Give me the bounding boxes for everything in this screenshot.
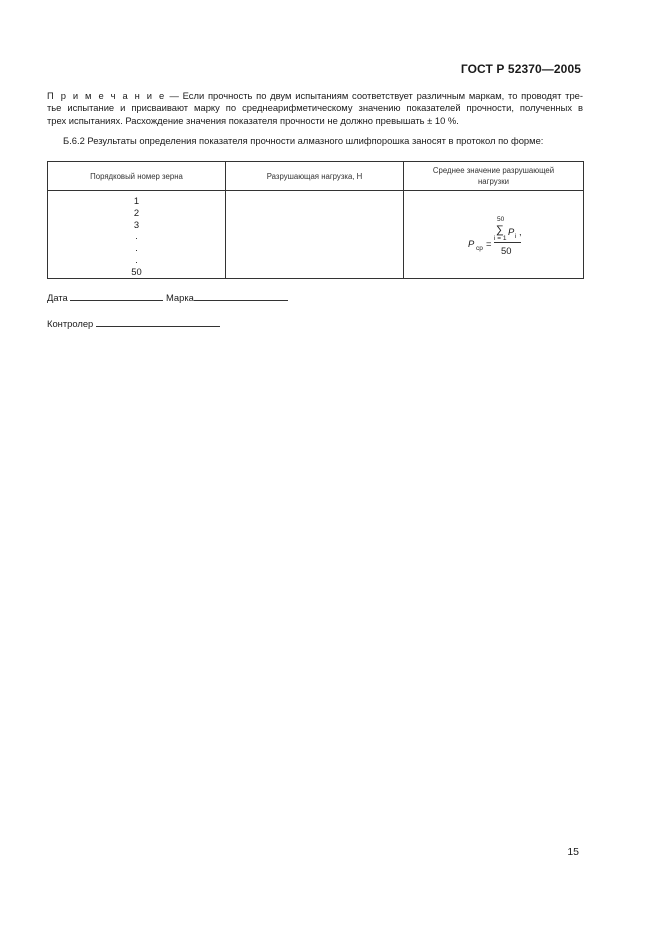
formula-comma: , xyxy=(519,226,522,237)
formula-term-subscript: i xyxy=(515,233,517,240)
controller-line xyxy=(47,317,220,329)
header-grain-number: Порядковый номер зерна xyxy=(48,162,226,191)
formula-fraction-bar xyxy=(494,242,521,243)
mean-formula-cell xyxy=(404,191,584,279)
formula-equals: = xyxy=(486,238,492,249)
section-b-6-2: Б.6.2 Результаты определения показателя прочности алмазного шлифпорошка заносят в протокол по форме: xyxy=(63,135,544,146)
formula-lhs: P xyxy=(468,238,475,249)
date-label: Дата xyxy=(47,292,68,303)
header-breaking-load: Разрушающая нагрузка, Н xyxy=(226,162,404,191)
formula-sum-lower: i = 1 xyxy=(494,235,507,242)
header-mean-load: Среднее значение разрушающей нагрузки xyxy=(404,162,584,191)
page-number: 15 xyxy=(567,846,579,858)
breaking-load-cell xyxy=(226,191,404,279)
formula-sigma: ∑ xyxy=(496,224,504,236)
note-line-2: тье испытание и присваивают марку по среднеарифметическому значению показателей прочности, полученных в xyxy=(47,102,583,114)
table-body-row xyxy=(48,191,584,279)
mark-field[interactable] xyxy=(194,291,288,301)
note-line-1-text: — Если прочность по двум испытаниям соответствует различным маркам, то проводят тре- xyxy=(165,90,583,101)
grain-number-item: . xyxy=(135,253,138,265)
note-line-1 xyxy=(47,90,583,102)
standard-number: ГОСТ Р 52370—2005 xyxy=(460,62,581,76)
table-header-row xyxy=(48,162,584,191)
formula-denominator: 50 xyxy=(501,245,512,256)
grain-number-item: 2 xyxy=(133,206,140,218)
grain-number-item: . xyxy=(135,230,138,242)
note-label: П р и м е ч а н и е xyxy=(47,90,166,101)
date-field[interactable] xyxy=(70,291,163,301)
mark-label: Марка xyxy=(165,292,194,303)
controller-label: Контролер xyxy=(47,318,94,329)
protocol-table xyxy=(47,161,584,279)
formula-term: P xyxy=(508,226,515,237)
note-line-3: трех испытаниях. Расхождение значения показателя прочности не должно превышать ± 10 %. xyxy=(47,114,459,126)
date-mark-line xyxy=(47,291,288,303)
formula-lhs-subscript: ср xyxy=(476,245,483,252)
controller-field[interactable] xyxy=(96,317,220,327)
grain-number-item: 50 xyxy=(131,265,142,277)
formula-sum-upper: 50 xyxy=(497,216,505,223)
grain-number-cell xyxy=(48,191,226,279)
grain-number-item: 3 xyxy=(133,218,140,230)
grain-number-item: . xyxy=(135,242,138,254)
grain-number-item: 1 xyxy=(133,195,140,206)
note-paragraph xyxy=(47,90,583,127)
